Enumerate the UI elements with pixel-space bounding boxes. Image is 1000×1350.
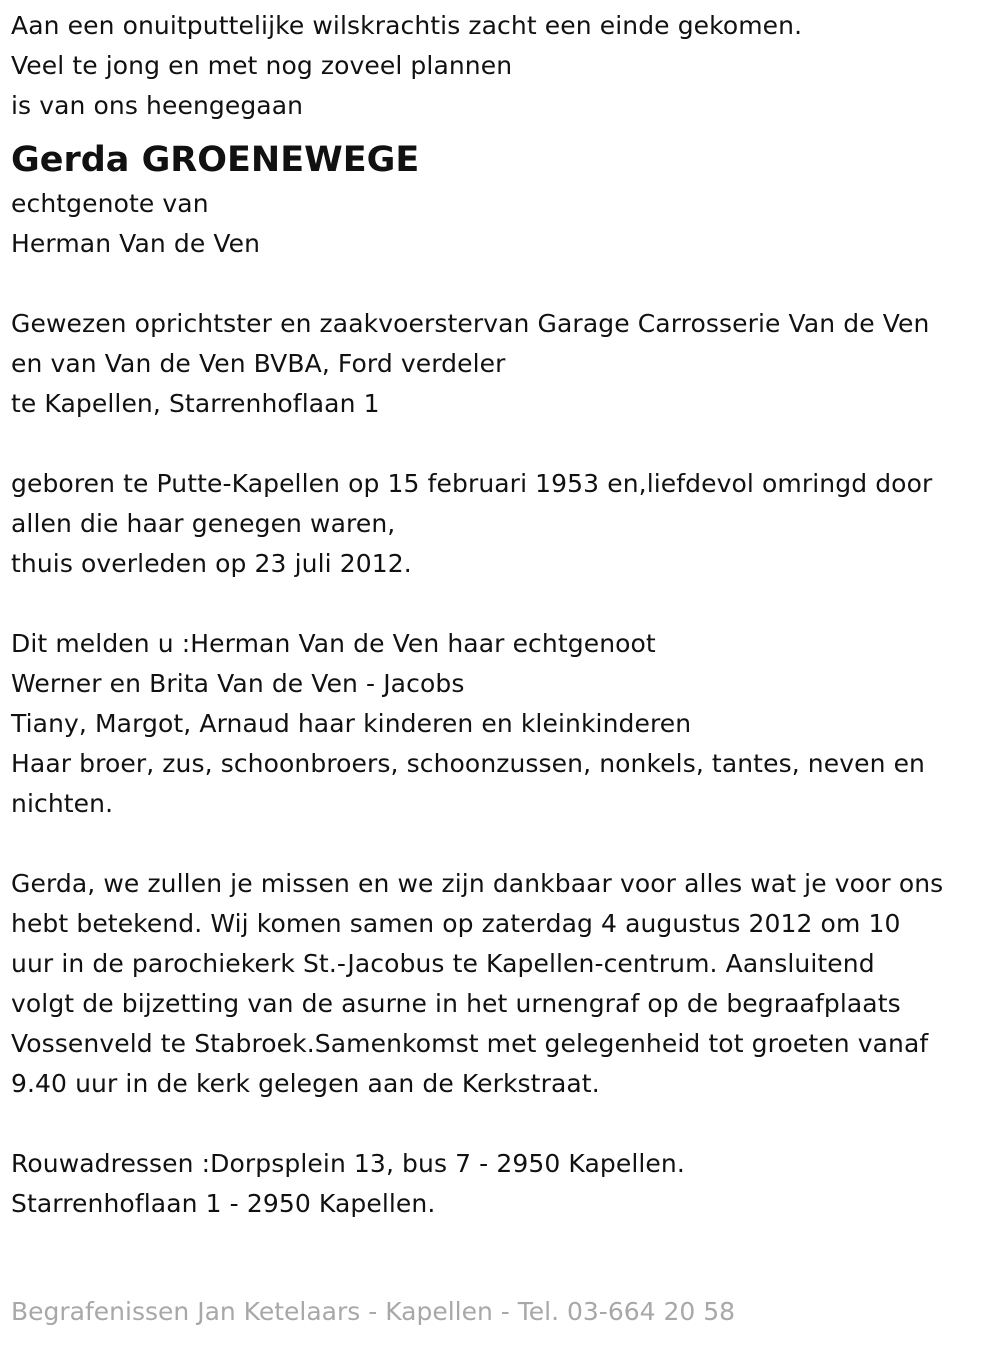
ceremony-line-3: uur in de parochiekerk St.-Jacobus te Kapellen-centrum. Aansluitend: [11, 949, 875, 978]
career-section: [11, 304, 991, 424]
address-line-1: Rouwadressen :Dorpsplein 13, bus 7 - 2950 Kapellen.: [11, 1149, 685, 1178]
life-line-1: geboren te Putte-Kapellen op 15 februari 1953 en,liefdevol omringd door: [11, 469, 933, 498]
life-line-3: thuis overleden op 23 juli 2012.: [11, 549, 412, 578]
intro-line-3: is van ons heengegaan: [11, 91, 304, 120]
career-line-1: Gewezen oprichtster en zaakvoerstervan Garage Carrosserie Van de Ven: [11, 309, 930, 338]
addresses-section: [11, 1144, 991, 1224]
ceremony-line-6: 9.40 uur in de kerk gelegen aan de Kerkstraat.: [11, 1069, 600, 1098]
relation-line-2: Herman Van de Ven: [11, 229, 261, 258]
ceremony-line-2: hebt betekend. Wij komen samen op zaterdag 4 augustus 2012 om 10: [11, 909, 901, 938]
address-line-2: Starrenhoflaan 1 - 2950 Kapellen.: [11, 1189, 436, 1218]
funeral-home-footer: Begrafenissen Jan Ketelaars - Kapellen - Tel. 03-664 20 58: [11, 1297, 736, 1326]
life-section: [11, 464, 991, 584]
family-line-3: Tiany, Margot, Arnaud haar kinderen en kleinkinderen: [11, 709, 692, 738]
spacer: [11, 824, 991, 864]
ceremony-section: [11, 864, 991, 1104]
ceremony-line-4: volgt de bijzetting van de asurne in het urnengraf op de begraafplaats: [11, 989, 901, 1018]
family-line-5: nichten.: [11, 789, 114, 818]
deceased-section: [11, 136, 991, 264]
family-section: [11, 624, 991, 824]
deceased-name: Gerda GROENEWEGE: [11, 140, 420, 180]
spacer: [11, 1104, 991, 1144]
life-line-2: allen die haar genegen waren,: [11, 509, 396, 538]
family-line-2: Werner en Brita Van de Ven - Jacobs: [11, 669, 465, 698]
ceremony-line-5: Vossenveld te Stabroek.Samenkomst met gelegenheid tot groeten vanaf: [11, 1029, 929, 1058]
intro-section: [11, 6, 991, 126]
spacer: [11, 584, 991, 624]
family-line-4: Haar broer, zus, schoonbroers, schoonzussen, nonkels, tantes, neven en: [11, 749, 926, 778]
intro-line-2: Veel te jong en met nog zoveel plannen: [11, 51, 513, 80]
spacer: [11, 264, 991, 304]
obituary-notice: [11, 6, 991, 1224]
career-line-3: te Kapellen, Starrenhoflaan 1: [11, 389, 380, 418]
ceremony-line-1: Gerda, we zullen je missen en we zijn dankbaar voor alles wat je voor ons: [11, 869, 944, 898]
career-line-2: en van Van de Ven BVBA, Ford verdeler: [11, 349, 506, 378]
spacer: [11, 424, 991, 464]
intro-line-1: Aan een onuitputtelijke wilskrachtis zacht een einde gekomen.: [11, 11, 803, 40]
family-line-1: Dit melden u :Herman Van de Ven haar echtgenoot: [11, 629, 656, 658]
relation-line-1: echtgenote van: [11, 189, 209, 218]
